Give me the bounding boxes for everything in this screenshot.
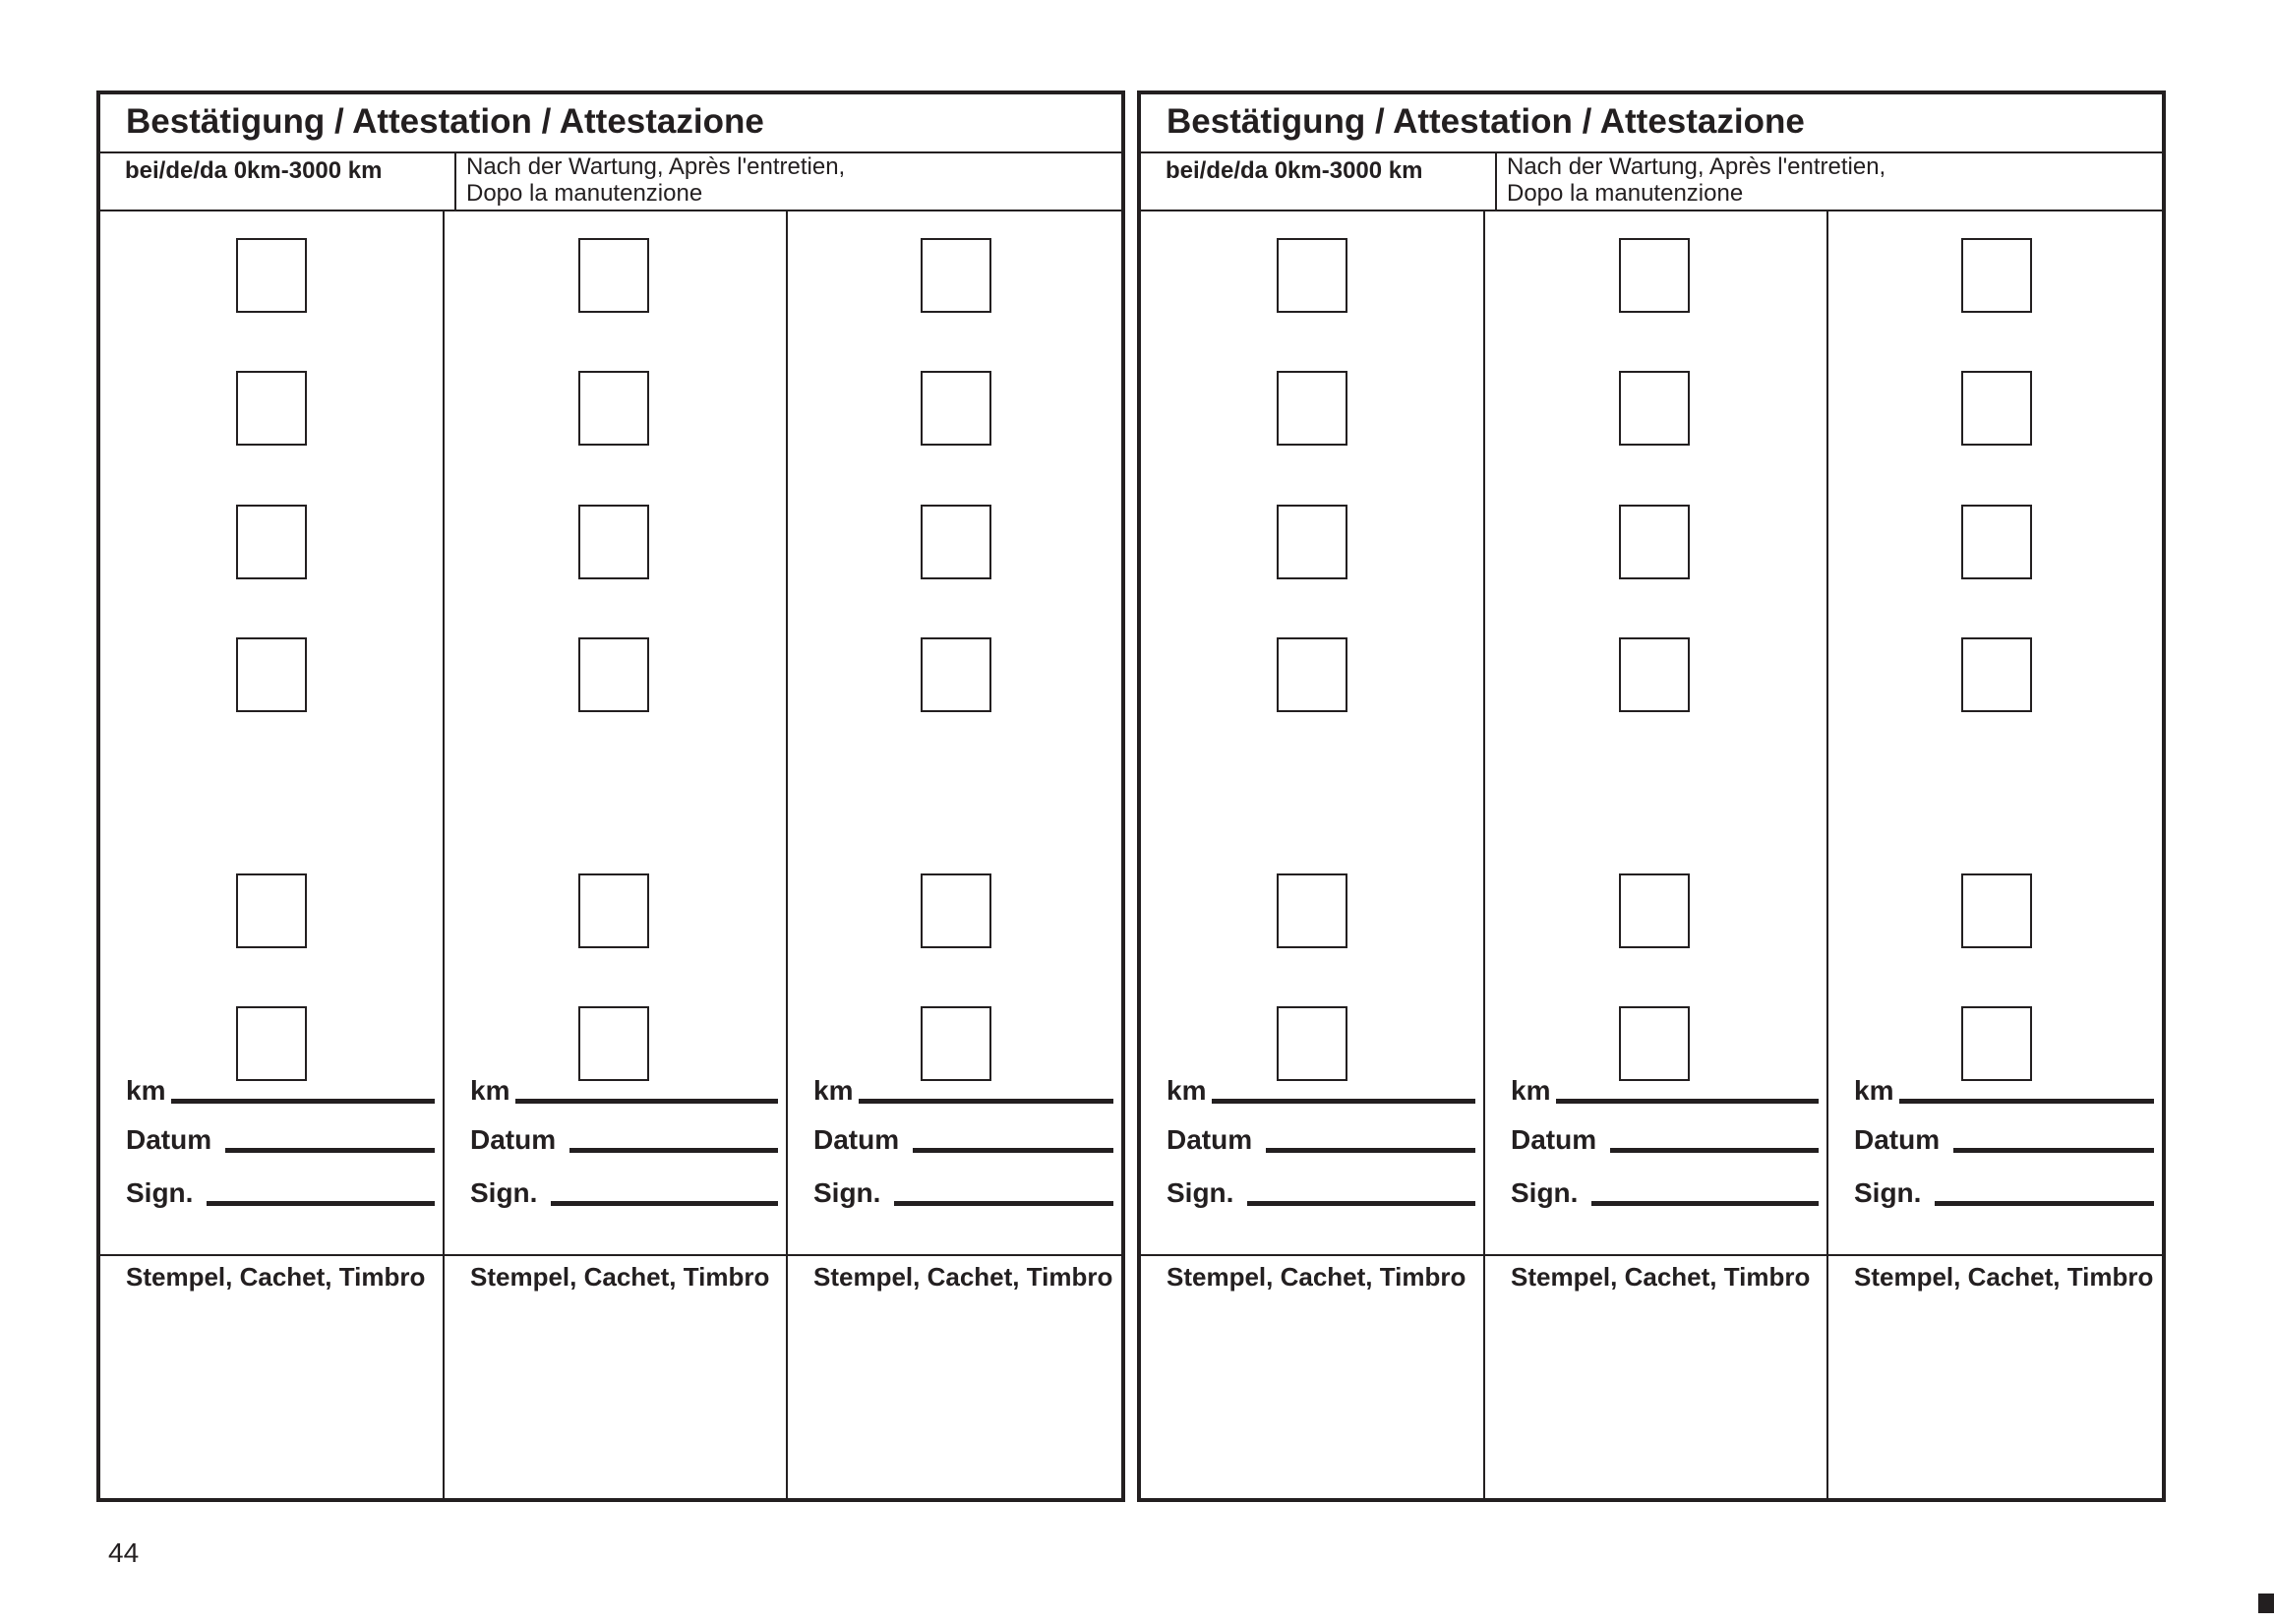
km-field[interactable]: [470, 1067, 778, 1107]
date-input-line[interactable]: [569, 1148, 778, 1153]
maintenance-note-line1: Nach der Wartung, Après l'entretien,: [1507, 153, 1886, 180]
km-label: km: [1511, 1075, 1551, 1106]
km-field[interactable]: [1854, 1067, 2154, 1107]
km-range-label: bei/de/da 0km-3000 km: [1166, 157, 1423, 184]
km-field[interactable]: [1511, 1067, 1819, 1107]
maintenance-note: [1495, 153, 1885, 210]
signature-input-line[interactable]: [207, 1201, 435, 1206]
signature-label: Sign.: [470, 1177, 538, 1208]
signature-field[interactable]: [813, 1170, 1113, 1209]
maintenance-note-line1: Nach der Wartung, Après l'entretien,: [466, 153, 846, 180]
km-input-line[interactable]: [859, 1099, 1113, 1104]
form-title-row: [100, 94, 1121, 153]
signature-field[interactable]: [1854, 1170, 2154, 1209]
stamp-area: [1828, 1254, 2162, 1498]
checkbox[interactable]: [1619, 238, 1690, 313]
checkbox[interactable]: [236, 637, 307, 712]
checkbox[interactable]: [921, 238, 991, 313]
signature-input-line[interactable]: [894, 1201, 1113, 1206]
date-label: Datum: [813, 1124, 900, 1155]
stamp-label: Stempel, Cachet, Timbro: [1511, 1262, 1811, 1292]
date-label: Datum: [1167, 1124, 1253, 1155]
km-field[interactable]: [1167, 1067, 1475, 1107]
checkbox[interactable]: [921, 637, 991, 712]
km-input-line[interactable]: [171, 1099, 435, 1104]
stamp-area: [788, 1254, 1121, 1498]
stamp-area: [1485, 1254, 1826, 1498]
date-label: Datum: [126, 1124, 212, 1155]
checkbox[interactable]: [236, 238, 307, 313]
signature-input-line[interactable]: [1935, 1201, 2154, 1206]
checkbox[interactable]: [236, 505, 307, 579]
maintenance-note-line2: Dopo la manutenzione: [1507, 180, 1744, 207]
date-label: Datum: [470, 1124, 557, 1155]
form-column-1: [1141, 211, 1483, 1498]
stamp-area: [100, 1254, 443, 1498]
checkbox[interactable]: [1277, 505, 1347, 579]
form-title: Bestätigung / Attestation / Attestazione: [126, 102, 764, 141]
maintenance-note: [454, 153, 845, 210]
form-column-2: [443, 211, 786, 1498]
km-label: km: [1167, 1075, 1207, 1106]
date-field[interactable]: [813, 1116, 1113, 1156]
checkbox[interactable]: [578, 505, 649, 579]
date-input-line[interactable]: [225, 1148, 435, 1153]
stamp-area: [445, 1254, 786, 1498]
checkbox[interactable]: [236, 873, 307, 948]
page-number: 44: [108, 1537, 140, 1568]
checkbox[interactable]: [1961, 505, 2032, 579]
km-input-line[interactable]: [1556, 1099, 1819, 1104]
form-title: Bestätigung / Attestation / Attestazione: [1167, 102, 1805, 141]
date-input-line[interactable]: [1266, 1148, 1475, 1153]
checkbox[interactable]: [578, 873, 649, 948]
form-column-1: [100, 211, 443, 1498]
checkbox[interactable]: [578, 238, 649, 313]
signature-label: Sign.: [1511, 1177, 1579, 1208]
stamp-label: Stempel, Cachet, Timbro: [1854, 1262, 2154, 1292]
stamp-label: Stempel, Cachet, Timbro: [126, 1262, 426, 1292]
checkbox[interactable]: [1961, 637, 2032, 712]
checkbox[interactable]: [1961, 371, 2032, 446]
km-label: km: [813, 1075, 854, 1106]
checkbox[interactable]: [1277, 637, 1347, 712]
km-label: km: [126, 1075, 166, 1106]
form-column-3: [1826, 211, 2162, 1498]
signature-input-line[interactable]: [1591, 1201, 1819, 1206]
signature-label: Sign.: [126, 1177, 194, 1208]
signature-field[interactable]: [126, 1170, 435, 1209]
date-field[interactable]: [1167, 1116, 1475, 1156]
signature-input-line[interactable]: [1247, 1201, 1475, 1206]
km-field[interactable]: [813, 1067, 1113, 1107]
stamp-label: Stempel, Cachet, Timbro: [470, 1262, 770, 1292]
checkbox[interactable]: [236, 371, 307, 446]
checkbox[interactable]: [1277, 371, 1347, 446]
stamp-area: [1141, 1254, 1483, 1498]
checkbox[interactable]: [578, 371, 649, 446]
checkbox[interactable]: [1277, 238, 1347, 313]
km-input-line[interactable]: [515, 1099, 778, 1104]
km-input-line[interactable]: [1899, 1099, 2154, 1104]
signature-label: Sign.: [1854, 1177, 1922, 1208]
form-column-3: [786, 211, 1121, 1498]
maintenance-note-line2: Dopo la manutenzione: [466, 180, 703, 207]
signature-input-line[interactable]: [551, 1201, 778, 1206]
date-label: Datum: [1511, 1124, 1597, 1155]
confirmation-form-left: [96, 90, 1125, 1502]
form-subheader: [100, 153, 1121, 211]
date-field[interactable]: [1854, 1116, 2154, 1156]
signature-field[interactable]: [470, 1170, 778, 1209]
form-columns: [1141, 211, 2162, 1498]
date-field[interactable]: [470, 1116, 778, 1156]
km-range-label: bei/de/da 0km-3000 km: [125, 157, 383, 184]
signature-label: Sign.: [1167, 1177, 1234, 1208]
km-field[interactable]: [126, 1067, 435, 1107]
date-input-line[interactable]: [913, 1148, 1113, 1153]
checkbox[interactable]: [1619, 371, 1690, 446]
km-input-line[interactable]: [1212, 1099, 1475, 1104]
date-field[interactable]: [1511, 1116, 1819, 1156]
checkbox[interactable]: [921, 371, 991, 446]
stamp-label: Stempel, Cachet, Timbro: [1167, 1262, 1466, 1292]
km-label: km: [1854, 1075, 1894, 1106]
form-subheader: [1141, 153, 2162, 211]
checkbox[interactable]: [1619, 873, 1690, 948]
checkbox[interactable]: [1619, 505, 1690, 579]
checkbox[interactable]: [1277, 873, 1347, 948]
checkbox[interactable]: [921, 873, 991, 948]
confirmation-form-right: [1137, 90, 2166, 1502]
signature-label: Sign.: [813, 1177, 881, 1208]
checkbox[interactable]: [1961, 873, 2032, 948]
form-title-row: [1141, 94, 2162, 153]
km-label: km: [470, 1075, 510, 1106]
form-column-2: [1483, 211, 1826, 1498]
signature-field[interactable]: [1167, 1170, 1475, 1209]
checkbox[interactable]: [921, 505, 991, 579]
date-field[interactable]: [126, 1116, 435, 1156]
date-input-line[interactable]: [1610, 1148, 1819, 1153]
checkbox[interactable]: [1961, 238, 2032, 313]
signature-field[interactable]: [1511, 1170, 1819, 1209]
date-input-line[interactable]: [1953, 1148, 2154, 1153]
checkbox[interactable]: [1619, 637, 1690, 712]
form-columns: [100, 211, 1121, 1498]
date-label: Datum: [1854, 1124, 1941, 1155]
scan-edge-mark: [2258, 1594, 2274, 1613]
checkbox[interactable]: [578, 637, 649, 712]
stamp-label: Stempel, Cachet, Timbro: [813, 1262, 1113, 1292]
